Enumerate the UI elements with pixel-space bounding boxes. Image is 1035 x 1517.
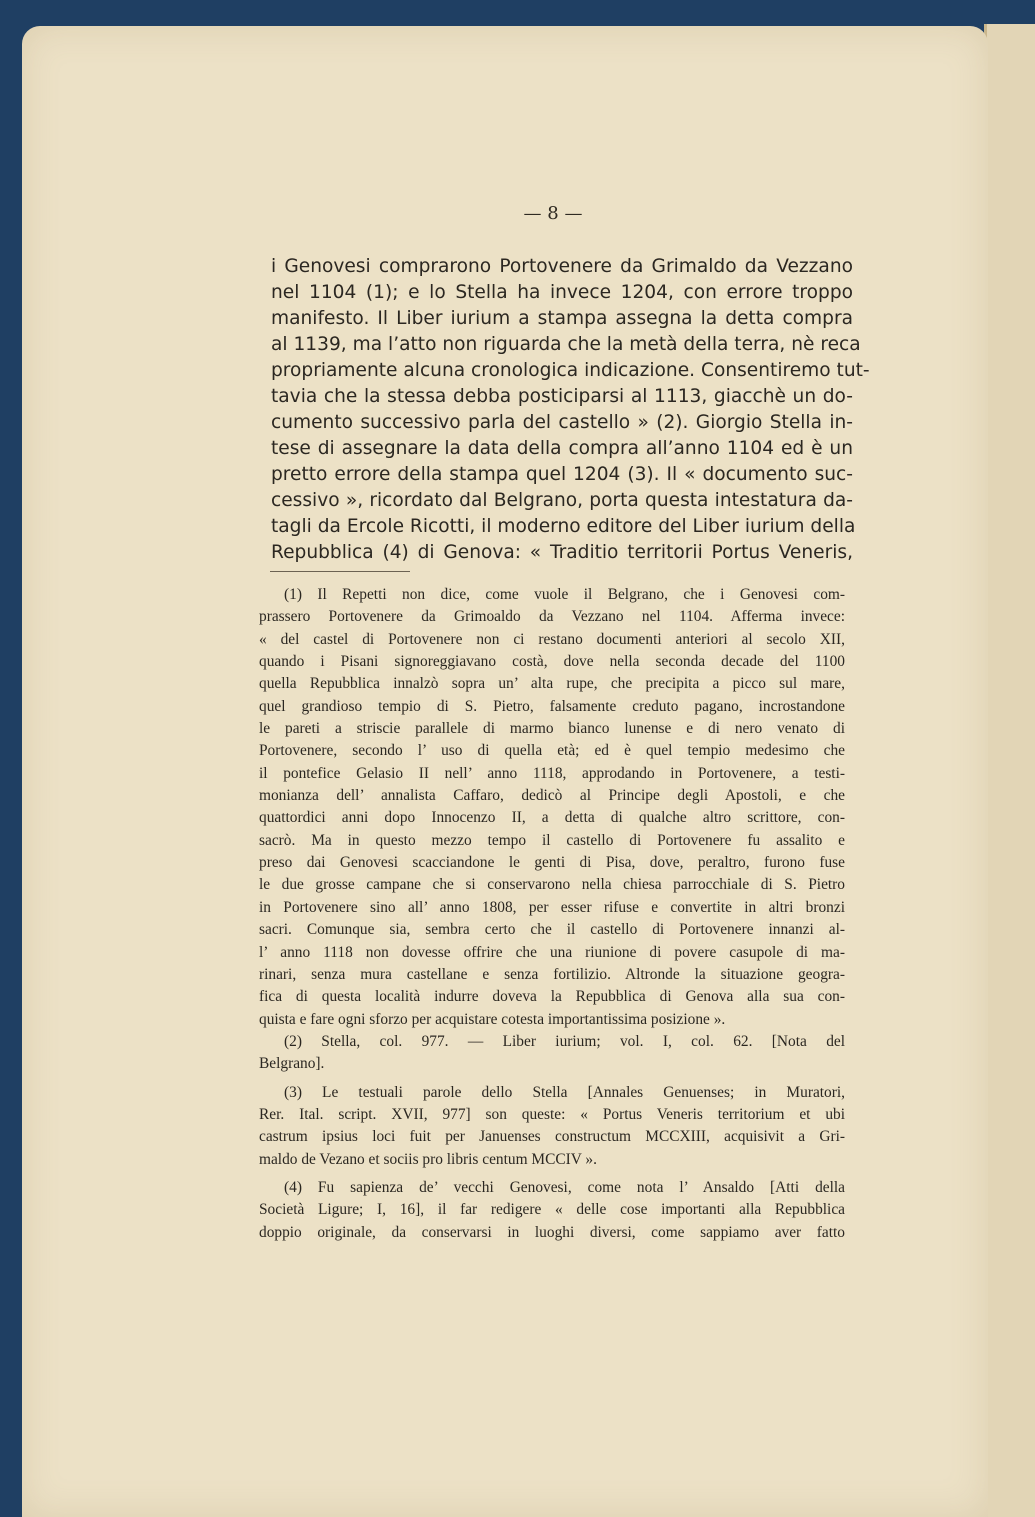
footnotes — [259, 584, 845, 1244]
footnote-line: doppio originale, da conservarsi in luoghi diversi, come sappiamo aver fatto — [259, 1223, 845, 1241]
footnote-line: l’ anno 1118 non dovesse offrire che una riunione di povere casupole di ma- — [259, 943, 845, 961]
footnote-line: in Portovenere sino all’ anno 1808, per esser rifuse e convertite in altri bronzi — [259, 898, 845, 916]
main-text-line: tese di assegnare la data della compra all’anno 1104 ed è un — [271, 438, 853, 459]
footnote-line: (3) Le testuali parole dello Stella [Annales Genuenses; in Muratori, — [284, 1083, 845, 1101]
footnote-line: quattordici anni dopo Innocenzo II, a detta di qualche altro scrittore, con- — [259, 809, 845, 827]
main-text-line: al 1139, ma l’atto non riguarda che la metà della terra, nè reca — [271, 334, 861, 355]
footnote-line: rinari, senza mura castellane e senza fortilizio. Altronde la situazione geogra- — [259, 965, 845, 983]
footnote-line: « del castel di Portovenere non ci restano documenti anteriori al secolo XII, — [259, 630, 845, 648]
main-text-line: i Genovesi comprarono Portovenere da Grimaldo da Vezzano — [271, 256, 853, 277]
footnote-line: le due grosse campane che si conservarono nella chiesa parrocchiale di S. Pietro — [259, 876, 845, 894]
footnote-line: preso dai Genovesi scacciandone le genti di Pisa, dove, peraltro, furono fuse — [259, 854, 845, 872]
footnote-rule — [270, 571, 410, 572]
footnote-line: monianza dell’ annalista Caffaro, dedicò al Principe degli Apostoli, e che — [259, 787, 845, 805]
footnote-line: castrum ipsius loci fuit per Januenses constructum MCCXIII, acquisivit a Gri- — [259, 1128, 845, 1146]
main-text-line: Repubblica (4) di Genova: « Traditio territorii Portus Veneris, — [271, 542, 853, 563]
footnote-line: Portovenere, secondo l’ uso di quella età; ed è quel tempio medesimo che — [259, 742, 845, 760]
main-text-line: pretto errore della stampa quel 1204 (3). Il « documento suc- — [271, 464, 853, 485]
main-text-line: nel 1104 (1); e lo Stella ha invece 1204, con errore troppo — [271, 282, 853, 303]
footnote-line: prassero Portovenere da Grimoaldo da Vezzano nel 1104. Afferma invece: — [259, 608, 845, 626]
footnote-line: quista e fare ogni sforzo per acquistare cotesta importantissima posizione ». — [259, 1010, 726, 1028]
footnote-line: Società Ligure; I, 16], il far redigere « delle cose importanti alla Repubblica — [259, 1201, 845, 1219]
main-text-line: cessivo », ricordato dal Belgrano, porta questa intestatura da- — [271, 490, 853, 511]
footnote-line: Rer. Ital. script. XVII, 977] son queste: « Portus Veneris territorium et ubi — [259, 1105, 845, 1123]
footnote-line: quel grandioso tempio di S. Pietro, falsamente creduto pagano, incrostandone — [259, 697, 845, 715]
footnote-line: (4) Fu sapienza de’ vecchi Genovesi, come nota l’ Ansaldo [Atti della — [284, 1178, 845, 1196]
footnote-line: sacri. Comunque sia, sembra certo che il castello di Portovenere innanzi al- — [259, 921, 845, 939]
footnote-line: il pontefice Gelasio II nell’ anno 1118, approdando in Portovenere, a testi- — [259, 764, 845, 782]
main-text-line: propriamente alcuna cronologica indicazione. Consentiremo tut- — [271, 360, 870, 381]
next-page-edge — [984, 24, 1035, 1517]
footnote-line: (1) Il Repetti non dice, come vuole il Belgrano, che i Genovesi com- — [284, 586, 845, 603]
footnote-2 — [259, 1031, 845, 1076]
main-text — [271, 254, 870, 566]
main-text-line: tavia che la stessa debba posticiparsi al 1113, giacchè un do- — [271, 386, 853, 407]
footnote-line: Belgrano]. — [259, 1055, 325, 1073]
footnote-3 — [259, 1082, 845, 1171]
footnote-line: sacrò. Ma in questo mezzo tempo il castello di Portovenere fu assalito e — [259, 831, 845, 849]
footnote-line: (2) Stella, col. 977. — Liber iurium; vol. I, col. 62. [Nota del — [284, 1032, 845, 1050]
footnote-line: fica di questa località indurre doveva la Repubblica di Genova alla sua con- — [259, 988, 845, 1006]
page-number: — 8 — — [523, 203, 583, 224]
footnote-1 — [259, 584, 845, 1031]
main-text-line: manifesto. Il Liber iurium a stampa assegna la detta compra — [271, 308, 853, 329]
main-text-line: cumento successivo parla del castello » (2). Giorgio Stella in- — [271, 412, 853, 433]
footnote-line: quando i Pisani signoreggiavano costà, dove nella seconda decade del 1100 — [259, 653, 845, 671]
footnote-4 — [259, 1177, 845, 1244]
footnote-line: maldo de Vezano et sociis pro libris centum MCCIV ». — [259, 1150, 597, 1168]
main-text-line: tagli da Ercole Ricotti, il moderno editore del Liber iurium della — [271, 516, 856, 537]
footnote-line: quella Repubblica innalzò sopra un’ alta rupe, che precipita a picco sul mare, — [259, 675, 845, 693]
footnote-line: le pareti a striscie parallele di marmo bianco lunense e di nero venato di — [259, 720, 845, 738]
